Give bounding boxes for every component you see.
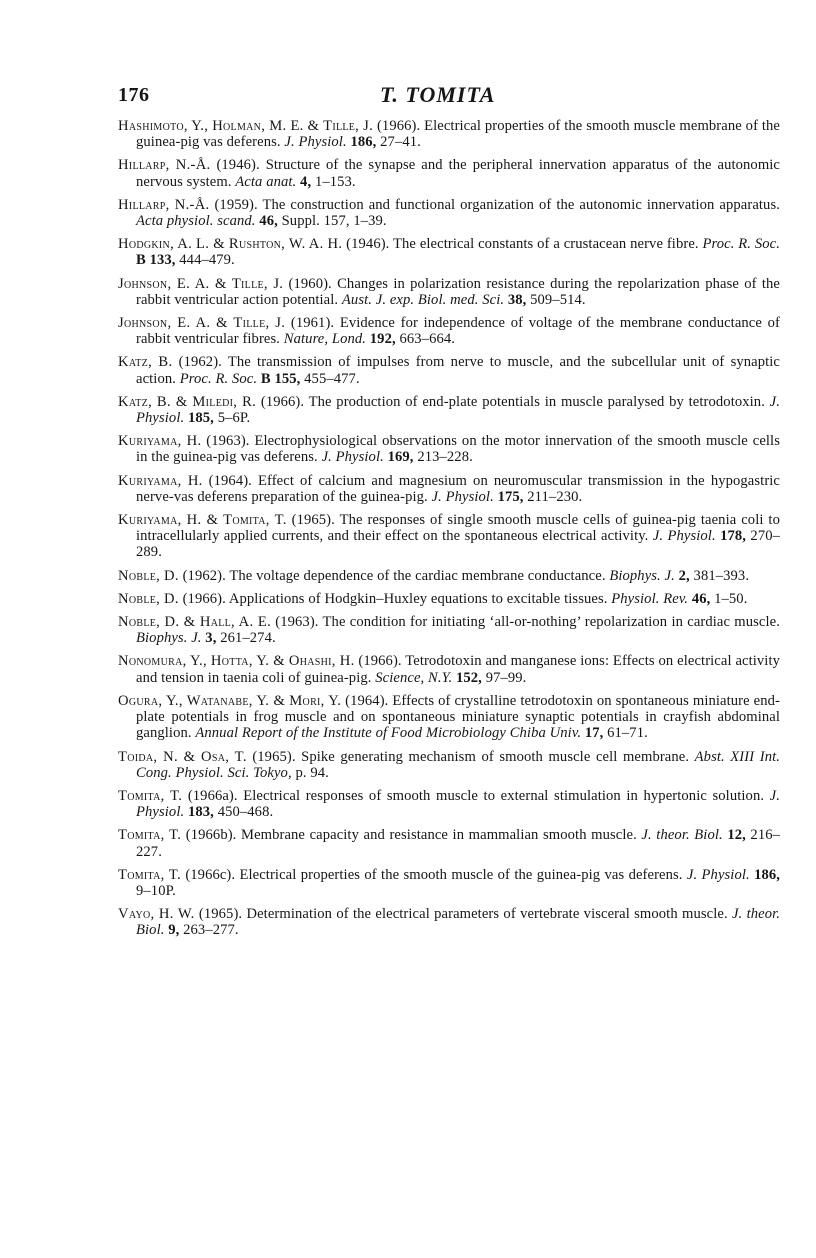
reference-journal: Annual Report of the Institute of Food Microbiology Chiba Univ. — [195, 725, 582, 742]
reference-year: (1964). — [345, 692, 389, 709]
reference-year: (1960). — [288, 275, 332, 292]
reference-year: (1962). — [182, 567, 226, 584]
reference-title: Spike generating mechanism of smooth muscle cell membrane. — [301, 748, 690, 765]
reference-pages: 509–514. — [530, 291, 586, 308]
reference-volume: 186, — [754, 866, 781, 883]
reference-authors: Toida, N. & Osa, T. — [118, 748, 247, 765]
reference-authors: Vayo, H. W. — [118, 906, 195, 923]
reference-volume: 12, — [727, 827, 746, 844]
reference-list — [118, 118, 780, 946]
reference-pages: 211–230. — [527, 488, 583, 505]
reference-entry — [118, 906, 780, 938]
reference-pages: Suppl. 157, 1–39. — [281, 213, 387, 230]
reference-entry — [118, 827, 780, 859]
reference-pages: 450–468. — [217, 804, 274, 821]
reference-entry — [118, 394, 780, 426]
reference-volume: 192, — [369, 331, 396, 348]
reference-year: (1963). — [206, 433, 250, 450]
reference-entry — [118, 867, 780, 899]
reference-entry — [118, 788, 780, 820]
reference-entry — [118, 354, 780, 386]
reference-title: Electrical properties of the smooth muscle of the guinea-pig vas deferens. — [239, 866, 683, 883]
reference-journal: Biophys. J. — [609, 567, 675, 584]
reference-pages: p. 94. — [295, 764, 329, 781]
reference-journal: J. theor. Biol. — [641, 827, 723, 844]
reference-journal: Proc. R. Soc. — [702, 236, 780, 253]
reference-title: Changes in polarization resistance during the repolarization phase of the rabbit ventricular action potential. — [136, 275, 780, 308]
reference-authors: Noble, D. & Hall, A. E. — [118, 614, 272, 631]
reference-journal: Acta anat. — [235, 173, 297, 190]
reference-journal: J. Physiol. — [431, 488, 494, 505]
reference-journal: J. Physiol. — [284, 134, 347, 151]
reference-pages: 381–393. — [693, 567, 750, 584]
reference-journal: J. Physiol. — [136, 787, 780, 821]
reference-year: (1966). — [182, 590, 226, 607]
reference-authors: Katz, B. & Miledi, R. — [118, 393, 257, 410]
running-head: T. TOMITA — [380, 82, 496, 107]
reference-authors: Tomita, T. — [118, 787, 183, 804]
reference-entry — [118, 749, 780, 781]
reference-volume: 178, — [720, 528, 747, 545]
reference-entry — [118, 614, 780, 646]
reference-authors: Kuriyama, H. — [118, 472, 203, 489]
reference-pages: 216–227. — [136, 827, 781, 860]
reference-entry — [118, 473, 780, 505]
reference-entry — [118, 591, 780, 607]
reference-authors: Ogura, Y., Watanabe, Y. & Mori, Y. — [118, 692, 342, 709]
reference-title: Structure of the synapse and the peripheral innervation apparatus of the autonomic nervous system. — [136, 157, 781, 190]
reference-entry — [118, 236, 780, 268]
reference-year: (1963). — [275, 614, 319, 631]
reference-entry — [118, 693, 780, 742]
reference-authors: Hashimoto, Y., Holman, M. E. & Tille, J. — [118, 118, 374, 134]
reference-year: (1964). — [208, 472, 252, 489]
reference-pages: 213–228. — [417, 449, 473, 466]
reference-year: (1965). — [252, 748, 296, 765]
reference-title: Evidence for independence of voltage of the membrane conductance of rabbit ventricular fibres. — [136, 315, 780, 348]
reference-pages: 97–99. — [485, 669, 527, 686]
reference-entry — [118, 276, 780, 308]
reference-title: Electrical properties of the smooth muscle membrane of the guinea-pig vas deferens. — [136, 118, 781, 151]
reference-volume: 4, — [300, 173, 312, 190]
reference-authors: Hillarp, N.-Å. — [118, 196, 210, 213]
reference-year: (1959). — [214, 196, 258, 213]
reference-pages: 5–6P. — [217, 410, 251, 427]
reference-title: Determination of the electrical parameters of vertebrate visceral smooth muscle. — [246, 906, 728, 923]
reference-volume: 9, — [168, 922, 180, 939]
reference-pages: 270–289. — [136, 528, 781, 561]
reference-title: The responses of single smooth muscle cells of guinea-pig taenia coli to intracellularly applied currents, and their effect on the spontaneous electrical activity. — [136, 512, 780, 545]
reference-journal: Aust. J. exp. Biol. med. Sci. — [341, 291, 505, 308]
reference-journal: J. Physiol. — [136, 393, 780, 427]
reference-authors: Tomita, T. — [118, 866, 181, 883]
reference-journal: Science, N.Y. — [375, 669, 453, 686]
reference-year: (1946). — [216, 157, 260, 174]
reference-authors: Kuriyama, H. & Tomita, T. — [118, 512, 287, 529]
page-number: 176 — [118, 84, 150, 106]
reference-year: (1961). — [290, 315, 335, 332]
reference-volume: 46, — [259, 213, 278, 230]
reference-pages: 1–153. — [314, 173, 356, 190]
reference-entry — [118, 512, 780, 561]
reference-pages: 9–10P. — [136, 882, 176, 899]
reference-pages: 27–41. — [380, 134, 421, 151]
reference-title: Tetrodotoxin and manganese ions: Effects on electrical activity and tension in taenia coli of guinea-pig. — [136, 653, 781, 686]
reference-year: (1966). — [260, 393, 305, 410]
reference-entry — [118, 568, 780, 584]
reference-year: (1946). — [346, 236, 390, 253]
reference-authors: Johnson, E. A. & Tille, J. — [118, 275, 284, 292]
reference-volume: 2, — [678, 567, 690, 584]
reference-entry — [118, 118, 780, 150]
reference-title: The construction and functional organization of the autonomic innervation apparatus. — [262, 196, 780, 213]
reference-year: (1966a). — [187, 787, 238, 804]
reference-title: The electrical constants of a crustacean nerve fibre. — [393, 236, 699, 253]
reference-pages: 444–479. — [179, 252, 235, 269]
reference-entry — [118, 653, 780, 685]
reference-pages: 261–274. — [220, 630, 276, 647]
reference-journal: Biophys. J. — [136, 630, 202, 647]
reference-year: (1966b). — [185, 827, 237, 844]
reference-title: Effect of calcium and magnesium on neuromuscular transmission in the hypogastric nerve-vas deferens preparation of the guinea-pig. — [136, 472, 781, 505]
reference-journal: Acta physiol. scand. — [136, 213, 256, 230]
reference-pages: 455–477. — [304, 370, 360, 387]
reference-volume: 152, — [455, 669, 482, 686]
reference-volume: 175, — [497, 488, 524, 505]
reference-title: The transmission of impulses from nerve to muscle, and the subcellular unit of synaptic action. — [136, 354, 781, 387]
reference-volume: 38, — [507, 291, 527, 308]
reference-volume: 183, — [187, 804, 214, 821]
reference-entry — [118, 315, 780, 347]
reference-authors: Nonomura, Y., Hotta, Y. & Ohashi, H. — [118, 653, 355, 670]
reference-authors: Johnson, E. A. & Tille, J. — [118, 315, 286, 332]
reference-pages: 263–277. — [183, 922, 239, 939]
reference-journal: Proc. R. Soc. — [179, 370, 258, 387]
reference-title: The production of end-plate potentials in muscle paralysed by tetrodotoxin. — [308, 393, 765, 410]
reference-entry — [118, 197, 780, 229]
reference-volume: 169, — [387, 449, 414, 466]
reference-volume: B 133, — [136, 252, 176, 269]
reference-volume: 3, — [205, 630, 217, 647]
reference-year: (1966). — [376, 118, 421, 134]
reference-title: The condition for initiating ‘all-or-nothing’ repolarization in cardiac muscle. — [322, 614, 780, 631]
reference-pages: 663–664. — [399, 331, 456, 348]
reference-year: (1962). — [178, 354, 222, 371]
reference-volume: B 155, — [260, 370, 301, 387]
reference-entry — [118, 433, 780, 465]
reference-entry — [118, 157, 780, 189]
reference-journal: Abst. XIII Int. Cong. Physiol. Sci. Tokyo, — [136, 748, 780, 781]
reference-journal: J. theor. Biol. — [136, 906, 781, 939]
reference-journal: Physiol. Rev. — [611, 590, 689, 607]
reference-authors: Kuriyama, H. — [118, 433, 202, 450]
reference-volume: 186, — [350, 134, 377, 151]
reference-authors: Tomita, T. — [118, 827, 182, 844]
reference-journal: J. Physiol. — [321, 449, 384, 466]
reference-authors: Noble, D. — [118, 590, 179, 607]
reference-authors: Hodgkin, A. L. & Rushton, W. A. H. — [118, 236, 343, 253]
reference-title: Membrane capacity and resistance in mammalian smooth muscle. — [241, 827, 637, 844]
reference-year: (1965). — [198, 906, 243, 923]
reference-title: Applications of Hodgkin–Huxley equations to excitable tissues. — [228, 590, 608, 607]
reference-pages: 1–50. — [714, 590, 748, 607]
reference-pages: 61–71. — [607, 725, 648, 742]
reference-journal: J. Physiol. — [686, 866, 750, 883]
reference-authors: Katz, B. — [118, 354, 173, 371]
reference-volume: 46, — [691, 590, 711, 607]
reference-title: Electrical responses of smooth muscle to external stimulation in hypertonic solution. — [243, 787, 765, 804]
reference-journal: Nature, Lond. — [283, 331, 367, 348]
reference-year: (1966). — [358, 653, 402, 670]
reference-year: (1965). — [291, 512, 335, 529]
reference-title: Effects of crystalline tetrodotoxin on spontaneous miniature end-plate potentials in frog muscle and on spontaneous miniature synaptic potentials in crayfish abdominal ganglion. — [136, 692, 780, 742]
reference-authors: Noble, D. — [118, 567, 179, 584]
reference-volume: 185, — [187, 410, 214, 427]
reference-volume: 17, — [584, 725, 604, 742]
reference-year: (1966c). — [185, 866, 236, 883]
reference-authors: Hillarp, N.-Å. — [118, 157, 211, 174]
reference-title: Electrophysiological observations on the motor innervation of the smooth muscle cells in the guinea-pig vas deferens. — [136, 433, 780, 466]
reference-journal: J. Physiol. — [652, 528, 716, 545]
reference-title: The voltage dependence of the cardiac membrane conductance. — [229, 567, 606, 584]
